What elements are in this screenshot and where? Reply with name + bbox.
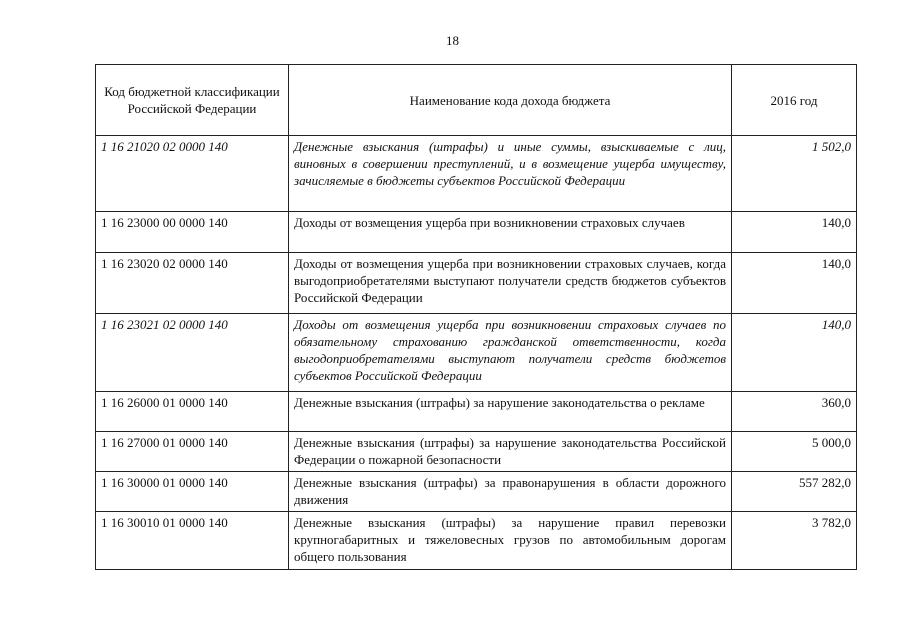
table-row bbox=[96, 212, 857, 253]
header-year: 2016 год bbox=[732, 65, 857, 136]
budget-revenue-table bbox=[95, 64, 857, 570]
row-name: Доходы от возмещения ущерба при возникновении страховых случаев, когда выгодоприобретателями выступают получатели средств бюджетов субъектов Российской Федерации bbox=[289, 253, 732, 314]
row-name: Денежные взыскания (штрафы) за нарушение правил перевозки крупногабаритных и тяжеловесных грузов по автомобильным дорогам общего пользования bbox=[289, 512, 732, 570]
table-row bbox=[96, 136, 857, 212]
table-row bbox=[96, 314, 857, 392]
row-code: 1 16 23021 02 0000 140 bbox=[96, 314, 289, 392]
row-value: 5 000,0 bbox=[732, 432, 857, 472]
table-row bbox=[96, 253, 857, 314]
row-code: 1 16 27000 01 0000 140 bbox=[96, 432, 289, 472]
row-name: Денежные взыскания (штрафы) за нарушение законодательства о рекламе bbox=[289, 392, 732, 432]
header-name: Наименование кода дохода бюджета bbox=[289, 65, 732, 136]
row-name: Доходы от возмещения ущерба при возникновении страховых случаев по обязательному страхованию гражданской ответственности, когда выгодоприобретателями выступают получатели средств бюджетов субъектов Российской Федерации bbox=[289, 314, 732, 392]
row-value: 140,0 bbox=[732, 314, 857, 392]
row-name: Доходы от возмещения ущерба при возникновении страховых случаев bbox=[289, 212, 732, 253]
row-value: 360,0 bbox=[732, 392, 857, 432]
row-name: Денежные взыскания (штрафы) за правонарушения в области дорожного движения bbox=[289, 472, 732, 512]
row-code: 1 16 21020 02 0000 140 bbox=[96, 136, 289, 212]
header-code: Код бюджетной классификации Российской Федерации bbox=[96, 65, 289, 136]
row-name: Денежные взыскания (штрафы) и иные суммы, взыскиваемые с лиц, виновных в совершении преступлений, и в возмещение ущерба имуществу, зачисляемые в бюджеты субъектов Российской Федерации bbox=[289, 136, 732, 212]
table-row bbox=[96, 472, 857, 512]
row-value: 557 282,0 bbox=[732, 472, 857, 512]
row-code: 1 16 23000 00 0000 140 bbox=[96, 212, 289, 253]
row-code: 1 16 30000 01 0000 140 bbox=[96, 472, 289, 512]
row-code: 1 16 30010 01 0000 140 bbox=[96, 512, 289, 570]
page-number: 18 bbox=[446, 33, 459, 48]
row-value: 1 502,0 bbox=[732, 136, 857, 212]
table-row bbox=[96, 432, 857, 472]
row-value: 140,0 bbox=[732, 212, 857, 253]
table-row bbox=[96, 392, 857, 432]
table-header-row bbox=[96, 65, 857, 136]
row-value: 3 782,0 bbox=[732, 512, 857, 570]
row-name: Денежные взыскания (штрафы) за нарушение законодательства Российской Федерации о пожарной безопасности bbox=[289, 432, 732, 472]
row-value: 140,0 bbox=[732, 253, 857, 314]
row-code: 1 16 26000 01 0000 140 bbox=[96, 392, 289, 432]
row-code: 1 16 23020 02 0000 140 bbox=[96, 253, 289, 314]
table-row bbox=[96, 512, 857, 570]
